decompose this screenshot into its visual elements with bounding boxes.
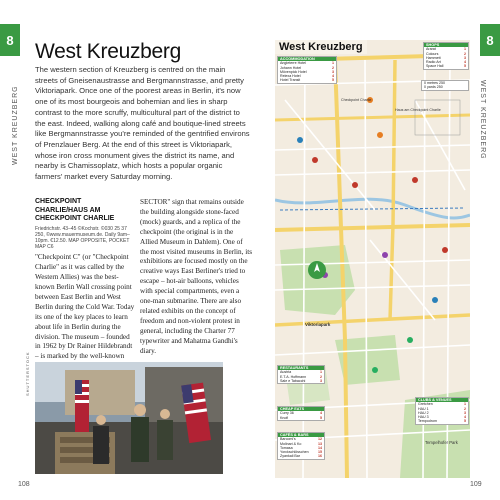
entry-heading: CHECKPOINT CHARLIE/HAUS AM CHECKPOINT CHARLIE	[35, 198, 115, 222]
label-haus-am-checkpoint: Haus am Checkpoint Charlie	[395, 108, 441, 112]
page-number-right: 109	[470, 481, 482, 488]
clubs-venues-key: CLUBS & VENUES Gretchen 1 HAU 1 2 HAU 2 3 HAU 3 4 Tempodrom 5	[415, 397, 469, 425]
entry-text-1: "Checkpoint C" (or "Checkpoint Charlie" as it was called by the Western Allies) was the best-known Berlin Wall crossing point between East Berlin and West Berlin during the Cold War. Today its one of the key places to learn about life in Berlin during the division. The museum – founded in 1962 by Dr Rainer Hildebrandt – is marked by the well-known	[35, 253, 135, 361]
district-map[interactable]	[275, 40, 470, 478]
label-viktoriapark: Viktoriapark	[305, 322, 331, 327]
running-head-left: WEST KREUZBERG	[12, 85, 19, 165]
cheap-eats-key: CHEAP EATS Curry 36 4 Knofi 5	[277, 406, 325, 421]
entry-column-2: SECTOR" sign that remains outside the building alongside stone-faced (mock) guards, and a replica of the checkpoint (the original is in the Allied Museum in Dahlem). One of the most visited museums in Berlin, its exhibitions are focused mostly on the creative ways East Berliner's tried to escape – hot-air balloons, vehicles with special compartments, even a one-man submarine. There are also related exhibits on the concept of freedom and non-violent protest in general, including the Charter 77 typewriter and Mahatma Gandhi's diary.	[140, 198, 253, 355]
entry-info: Friedrichstr. 43–45 ©Kochstr. ©030 25 37 250, ©www.mauermuseum.de. Daily 9am–10pm. €12.50. MAP OPPOSITE, POCKET MAP C6	[35, 225, 130, 251]
entry-column-1	[35, 198, 135, 382]
cafes-bars-key: CAFÉS & BARS Barcomi's 12 Molinari & Ko 13 Tomasa 14 Yorckschlösschen 15 Zyankali Bar 16	[277, 432, 325, 460]
chapter-number-tab-right: 8	[480, 24, 500, 56]
intro-paragraph: The western section of Kreuzberg is centred on the main streets of Gneisenaustrasse and Bergmannstrasse, and pretty Viktoriapark. Once one of the poorest areas in Berlin, it's now one of its most bourgeois and bohemian and lies in sharp contrast to the more scruffy, multicultural part of the district to the east. Indeed, walking along café and boutique-lined streets like Bergmannstrasse you're reminded of the gentrified environs of Prenzlauer Berg. At the end of this street is Viktoriapark, whose iron cross monument gives the district its name, and nearby is Chamissoplatz, which hosts a popular organic farmers' market every Saturday morning.	[35, 65, 250, 182]
checkpoint-charlie-photo	[35, 362, 223, 474]
restaurants-key: RESTAURANTS Austria 1 E.T.A. Hoffmann 2 Sale e Tabacchi 3	[277, 365, 325, 384]
chapter-number-tab-left: 8	[0, 24, 20, 56]
map-scale: 0 metres 250 0 yards 250	[421, 80, 469, 91]
photo-credit: SHUTTERSTOCK	[25, 351, 30, 396]
label-tempelhofer-park: Tempelhofer Park	[425, 440, 458, 445]
photo-illustration	[35, 362, 223, 474]
page-title: West Kreuzberg	[35, 40, 181, 63]
page-number-left: 108	[18, 481, 30, 488]
map-title: West Kreuzberg	[275, 40, 367, 54]
accommodation-key: ACCOMMODATION Angleterre Hotel 1 Johann Hotel 2 Mövenpick Hotel 3 Relexa Hotel 4 Hotel Transit 5	[277, 56, 337, 84]
shops-key: SHOPS Ararat 1 Colours 2 Hammett 3 Radio Art 4 Space Hall 5	[423, 42, 469, 70]
label-checkpoint-charlie: Checkpoint Charlie	[341, 98, 372, 102]
running-head-right: WEST KREUZBERG	[479, 80, 486, 160]
